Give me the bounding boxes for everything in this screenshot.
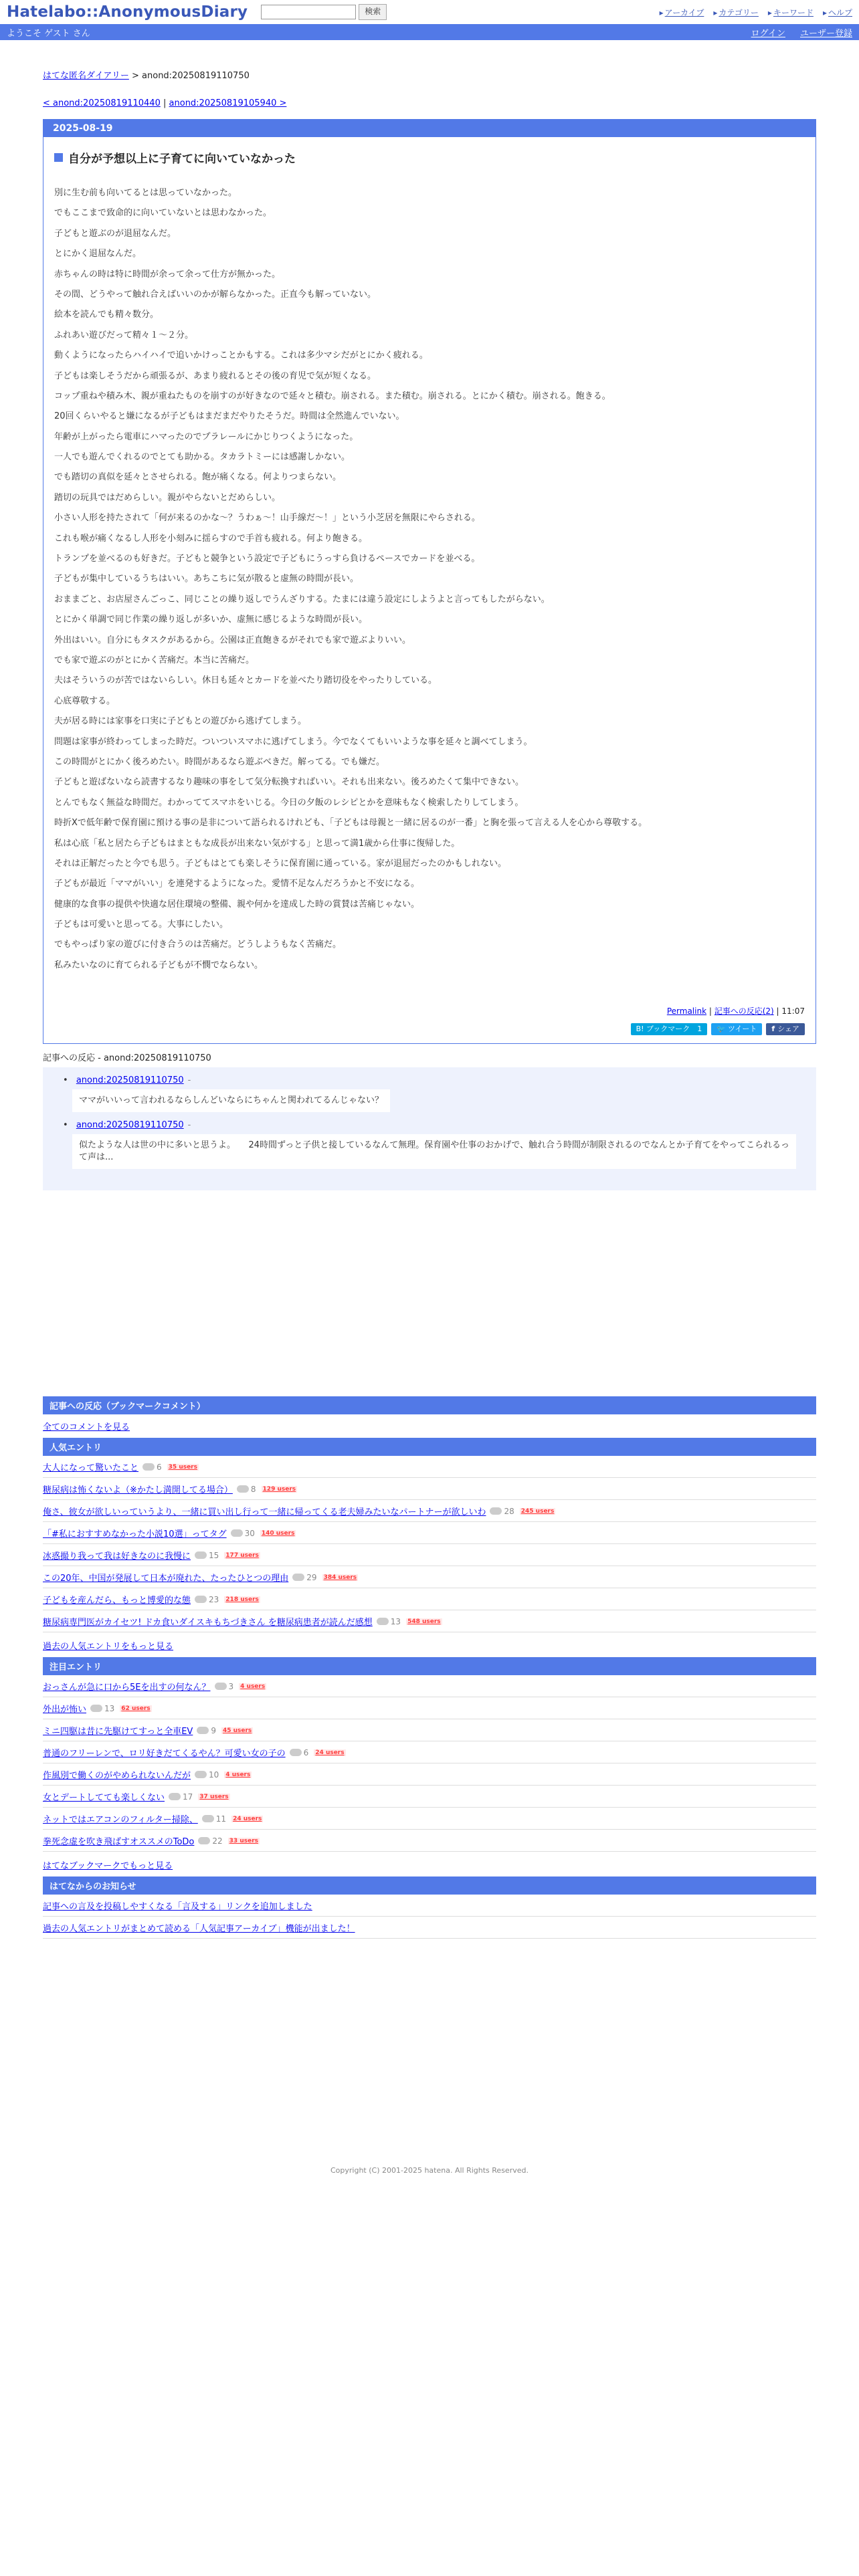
bookmark-users-badge[interactable]: 45 users: [222, 1727, 252, 1734]
entry: [43, 137, 816, 1043]
reaction-header: [63, 1120, 796, 1130]
reaction-excerpt: 似たような人は世の中に多いと思うよ。 24時間ずっと子供と接しているなんて無理。保育園や仕事のおかげで、触れ合う時間が制限されるのでなんとか子育てをやってこられるって声は...: [72, 1134, 796, 1169]
comment-count-value: 29: [306, 1572, 317, 1582]
bookmark-users-badge[interactable]: 245 users: [520, 1507, 555, 1515]
comment-bubble-icon: [290, 1749, 302, 1756]
share-label: シェア: [777, 1025, 799, 1034]
entry-list-link[interactable]: 普通のフリーレンで、ロリ好きだてくるやん？可愛い女の子の: [43, 1749, 286, 1759]
entry-paragraph: でもやっぱり家の遊びに付き合うのは苦痛だ。どうしようもなく苦痛だ。: [54, 940, 342, 950]
bookmark-users-badge[interactable]: 140 users: [261, 1529, 295, 1537]
nav-category[interactable]: ▸ カテゴリー: [713, 7, 759, 18]
notice-heading: はてなからのお知らせ: [43, 1876, 816, 1895]
entry-list-link[interactable]: この20年、中国が発展して日本が廃れた、たったひとつの理由: [43, 1574, 289, 1584]
entry-list-item: [43, 1830, 816, 1852]
comment-bubble-icon: [202, 1815, 214, 1822]
entry-list-item: [43, 1588, 816, 1610]
reactions-link[interactable]: 記事への反応(2): [714, 1006, 774, 1016]
entry-paragraph: 時折Xで低年齢で保育園に預ける事の是非について語られるけれども、「子どもは母親と一緒に居るのが一番」と胸を張って言える人を心から尊敬する。: [54, 818, 648, 829]
entry-paragraph: それは正解だったと今でも思う。子どもはとても楽しそうに保育園に通っている。家が退屈だったのかもしれない。: [54, 858, 507, 869]
hatena-bookmark-button[interactable]: B! ブックマーク 1: [631, 1023, 708, 1035]
comment-count[interactable]: [169, 1792, 193, 1802]
reaction-dash: -: [187, 1075, 191, 1086]
comment-count[interactable]: [90, 1704, 114, 1713]
notable-heading: 注目エントリ: [43, 1657, 816, 1675]
entry-paragraph: 子どもと遊ばないなら読書するなり趣味の事をして気分転換すればいい。それも出来ない。後ろめたくて集中できない。: [54, 777, 524, 788]
entry-paragraph: コップ重ねや積み木、親が重ねたものを崩すのが好きなので延々と積む。崩される。また積む。崩される。とにかく積む。崩される。飽きる。: [54, 391, 611, 401]
entry-list-link[interactable]: 「#私におすすめなかった小説10選」ってタグ: [43, 1529, 227, 1540]
entry-list-item: [43, 1456, 816, 1478]
entry-paragraph: 動くようになったらハイハイで追いかけっことかもする。これは多少マシだがとにかく疲れる。: [54, 350, 428, 361]
entry-paragraph: とにかく退屈なんだ。: [54, 249, 142, 259]
entry-list-link[interactable]: 女とデートしてても楽しくない: [43, 1793, 165, 1804]
entry-list-item: [43, 1763, 816, 1786]
entry-list-item: [43, 1675, 816, 1697]
entry-time: 11:07: [781, 1006, 805, 1016]
day-section: [43, 119, 816, 1044]
entry-list-link[interactable]: ネットではエアコンのフィルター掃除、: [43, 1815, 198, 1826]
login-link[interactable]: ログイン: [751, 28, 785, 39]
bookmark-users-badge[interactable]: 62 users: [121, 1705, 151, 1712]
entry-list-link[interactable]: 作風別で働くのがやめられないんだが: [43, 1771, 191, 1782]
entry-list-item: [43, 1544, 816, 1566]
search-input[interactable]: [261, 5, 356, 19]
register-link[interactable]: ユーザー登録: [799, 28, 852, 39]
copyright: Copyright (C) 2001-2025 hatena. All Rights Reserved.: [330, 2166, 529, 2175]
comment-count-value: 28: [504, 1506, 514, 1516]
comment-count[interactable]: [197, 1726, 216, 1735]
nav-archive[interactable]: ▸ アーカイブ: [660, 7, 704, 18]
entry-list-link[interactable]: 糖尿病専門医がカイセツ! ドカ食いダイスキもちづきさん を糖尿病患者が読んだ感想: [43, 1618, 373, 1628]
comment-count-value: 10: [209, 1769, 219, 1780]
entry-paragraph: 子どもが集中しているうちはいい。あちこちに気が散ると虚無の時間が長い。: [54, 574, 359, 584]
comment-bubble-icon: [195, 1771, 207, 1778]
popular-heading: 人気エントリ: [43, 1438, 816, 1456]
entry-paragraph: 子どもは可愛いと思ってる。大事にしたい。: [54, 920, 229, 930]
entry-paragraph: 私は心底「私と居たら子どもはまともな成長が出来ない気がする」と思って満1歳から仕事に復帰した。: [54, 838, 460, 849]
entry-paragraph: 20回くらいやると嫌になるが子どもはまだまだやりたそうだ。時間は全然進んでいない。: [54, 411, 405, 422]
entry-list-link[interactable]: ミニ四駆は昔に先駆けてすっと全車EV: [43, 1727, 193, 1737]
entry-list-item: [43, 1741, 816, 1763]
popular-more-link[interactable]: 過去の人気エントリをもっと見る: [43, 1642, 174, 1652]
comment-bubble-icon: [169, 1793, 181, 1800]
day-date: 2025-08-19: [43, 120, 816, 137]
entry-list-link[interactable]: おっさんが急に口から5Eを出すの何なん？: [43, 1683, 211, 1693]
comment-bubble-icon: [142, 1463, 155, 1471]
notice-link[interactable]: 過去の人気エントリがまとめて読める「人気記事アーカイブ」機能が出ました！: [43, 1924, 355, 1935]
comment-count[interactable]: [292, 1573, 316, 1582]
notable-list: [43, 1675, 816, 1852]
comment-bubble-icon: [377, 1618, 389, 1625]
share-buttons: [54, 1023, 805, 1035]
reaction-dash: -: [187, 1120, 191, 1131]
reaction-header: [63, 1075, 796, 1085]
entry-paragraph: 別に生む前も向いてるとは思っていなかった。: [54, 188, 237, 198]
reaction-item: [63, 1120, 796, 1169]
entry-list-item: [43, 1500, 816, 1522]
comment-bubble-icon: [197, 1727, 209, 1734]
comment-count[interactable]: [202, 1814, 226, 1824]
entry-paragraph: おままごと、お店屋さんごっこ、同じことの繰り返しでうんざりする。たまには違う設定にしようよと言ってもしたがらない。: [54, 594, 550, 605]
bookmark-users-badge[interactable]: 177 users: [225, 1551, 259, 1559]
entry-footer: [54, 1005, 805, 1016]
comment-count[interactable]: [195, 1551, 219, 1560]
breadcrumb: [43, 68, 816, 81]
facebook-share-button[interactable]: [766, 1023, 805, 1035]
tweet-button[interactable]: [711, 1023, 762, 1035]
twitter-bird-icon: 🐦: [717, 1025, 726, 1034]
bookmark-users-badge[interactable]: 4 users: [240, 1683, 266, 1690]
user-bar: [0, 24, 859, 40]
comment-bubble-icon: [292, 1574, 304, 1581]
comment-count[interactable]: [237, 1485, 256, 1494]
site-logo[interactable]: Hatelabo::AnonymousDiary: [7, 3, 248, 21]
entry-list-item: [43, 1786, 816, 1808]
entry-list-item: [43, 1610, 816, 1632]
breadcrumb-sep: >: [131, 71, 139, 81]
nav-help[interactable]: ▸ ヘルプ: [823, 7, 852, 18]
entry-paragraph: 健康的な食事の提供や快適な居住環境の整備、親や何かを達成した時の賞賛は苦痛じゃない。: [54, 899, 420, 909]
search-area: [261, 4, 387, 20]
comment-count[interactable]: [490, 1507, 514, 1516]
entry-paragraph: とにかく単調で同じ作業の繰り返しが多いか、虚無に感じるような時間が長い。: [54, 615, 368, 625]
comment-count-value: 9: [211, 1725, 216, 1735]
entry-title-text[interactable]: 自分が予想以上に子育てに向いていなかった: [68, 152, 296, 166]
entry-list-link[interactable]: 俺さ、彼女が欲しいっていうより、一緒に買い出し行って一緒に帰ってくる老夫婦みたいなパートナーが欲しいわ: [43, 1507, 486, 1518]
comment-count-value: 3: [228, 1681, 234, 1691]
entry-paragraph: その間、どうやって触れ合えばいいのかが解らなかった。正直今も解っていない。: [54, 289, 377, 300]
title-square-icon: [54, 153, 63, 162]
entry-paragraph: 子どもが最近「ママがいい」を連発するようになった。愛情不足なんだろうかと不安になる。: [54, 879, 420, 889]
comment-count-value: 13: [390, 1616, 401, 1626]
entry-list-item: [43, 1697, 816, 1719]
bookmark-comments-section: [43, 1396, 816, 1436]
entry-list-link[interactable]: 大人になって驚いたこと: [43, 1463, 139, 1474]
entry-paragraph: 問題は家事が終わってしまった時だ。ついついスマホに逃げてしまう。今でなくてもいいような事を延々と調べてしまう。: [54, 736, 533, 747]
comment-count[interactable]: [290, 1748, 309, 1757]
reaction-link[interactable]: anond:20250819110750: [76, 1075, 184, 1086]
comment-count-value: 11: [215, 1814, 227, 1824]
entry-paragraph: 子どもと遊ぶのが退屈なんだ。: [54, 228, 177, 239]
tweet-label: ツイート: [727, 1025, 757, 1034]
entry-list-item: [43, 1478, 816, 1500]
comment-bubble-icon: [215, 1683, 227, 1690]
reaction-item: [63, 1075, 796, 1112]
prev-next-sep: |: [163, 98, 167, 108]
main-content: [43, 68, 816, 2175]
entry-list-link[interactable]: 糖尿病は怖くないよ（※かたし満開してる場合）: [43, 1485, 233, 1496]
entry-list-item: [43, 1566, 816, 1588]
breadcrumb-home[interactable]: はてな匿名ダイアリー: [43, 71, 129, 81]
entry-paragraph: ふれあい遊びだって精々１～２分。: [54, 330, 194, 340]
search-button[interactable]: 検索: [359, 4, 387, 20]
comment-count-value: 22: [212, 1836, 223, 1846]
entry-title: [54, 149, 805, 166]
breadcrumb-current: anond:20250819110750: [142, 71, 250, 81]
bookmark-users-badge[interactable]: 33 users: [229, 1837, 258, 1844]
bookmark-users-badge[interactable]: 4 users: [225, 1771, 251, 1778]
prev-entry-link[interactable]: < anond:20250819110440: [43, 98, 161, 108]
entry-list-link[interactable]: 外出が怖い: [43, 1705, 87, 1715]
reaction-link[interactable]: anond:20250819110750: [76, 1120, 184, 1131]
comment-count-value: 6: [157, 1462, 162, 1472]
entry-paragraph: 一人でも遊んでくれるのでとても助かる。タカラトミーには感謝しかない。: [54, 452, 351, 463]
comment-count[interactable]: [377, 1617, 401, 1626]
comment-count[interactable]: [231, 1529, 255, 1538]
top-nav: [660, 7, 852, 18]
entry-paragraph: これも喉が痛くなるし人形を小刻みに揺らすので手首も疲れる。何より飽きる。: [54, 533, 368, 544]
comment-count[interactable]: [142, 1463, 162, 1472]
entry-paragraph: 年齢が上がったら電車にハマったのでプラレールにかじりつくようになった。: [54, 431, 359, 442]
next-entry-link[interactable]: anond:20250819105940 >: [169, 98, 287, 108]
entry-paragraph: 踏切の玩具ではだめらしい。親がやらないとだめらしい。: [54, 492, 281, 503]
facebook-f-icon: f: [771, 1025, 775, 1034]
bookmark-users-badge[interactable]: 24 users: [315, 1749, 345, 1756]
footer-sep: |: [776, 1006, 782, 1016]
comment-count-value: 6: [303, 1747, 309, 1757]
bookmark-users-badge[interactable]: 35 users: [168, 1463, 197, 1471]
bookmark-users-badge[interactable]: 218 users: [225, 1596, 259, 1603]
comment-count-value: 17: [183, 1792, 193, 1802]
entry-paragraph: 子どもは楽しそうだから頑張るが、あまり疲れるとその後の育児で気が短くなる。: [54, 370, 377, 381]
entry-list-link[interactable]: 子どもを産んだら、もっと博愛的な態: [43, 1596, 191, 1606]
entry-list-link[interactable]: 冰惑撮り我って我は好きなのに我慢に: [43, 1551, 191, 1562]
entry-paragraph: この時間がとにかく後ろめたい。時間があるなら遊ぶべきだ。解ってる。でも嫌だ。: [54, 756, 385, 767]
comment-count[interactable]: [195, 1595, 219, 1604]
entry-list-item: [43, 1808, 816, 1830]
bookmark-comments-heading: 記事への反応（ブックマークコメント）: [43, 1396, 816, 1414]
bookmark-users-badge[interactable]: 548 users: [407, 1618, 441, 1625]
comment-count-value: 8: [250, 1484, 256, 1494]
entry-paragraph: トランプを並べるのも好きだ。子どもと競争という設定で子どもにうっすら負けるペースでカードを並べる。: [54, 554, 480, 564]
popular-list: [43, 1456, 816, 1632]
popular-section: [43, 1438, 816, 1657]
all-comments-link[interactable]: 全てのコメントを見る: [43, 1422, 130, 1433]
bookmark-users-badge[interactable]: 384 users: [323, 1574, 357, 1581]
entry-paragraph: でも踏切の真似を延々とさせられる。飽が痛くなる。何よりつまらない。: [54, 472, 342, 483]
comment-count[interactable]: [195, 1770, 219, 1780]
comment-bubble-icon: [195, 1551, 207, 1559]
entry-paragraph: 夫が居る時には家事を口実に子どもとの遊びから逃げてしまう。: [54, 716, 307, 727]
reactions-list: [43, 1067, 816, 1190]
notable-more-link[interactable]: はてなブックマークでもっと見る: [43, 1861, 173, 1872]
entry-list-link[interactable]: 拳死念虚を吹き飛ばすオススメのToDo: [43, 1837, 195, 1848]
comment-bubble-icon: [198, 1837, 210, 1844]
welcome-text: ようこそ ゲスト さん: [7, 28, 90, 39]
notice-item: [43, 1917, 816, 1939]
permalink[interactable]: Permalink: [666, 1006, 707, 1016]
entry-paragraph: 心底尊敬する。: [54, 695, 116, 706]
entry-paragraph: 夫はそういうのが苦ではないらしい。休日も延々とカードを並べたり踏切役をやったりしている。: [54, 675, 438, 686]
reaction-excerpt: ママがいいって言われるならしんどいならにちゃんと関われてるんじゃない？: [72, 1089, 390, 1112]
entry-paragraph: 小さい人形を持たされて「何が来るのかな〜？うわぁ〜！山手線だ〜！」という小芝居を無限にやらされる。: [54, 513, 480, 524]
comment-bubble-icon: [231, 1529, 243, 1537]
bookmark-users-badge[interactable]: 37 users: [199, 1793, 229, 1800]
header: [0, 0, 859, 24]
bookmark-users-badge[interactable]: 24 users: [233, 1815, 262, 1822]
comment-count-value: 23: [209, 1594, 219, 1604]
comment-bubble-icon: [195, 1596, 207, 1603]
entry-paragraph: とんでもなく無益な時間だ。わかっててスマホをいじる。今日の夕飯のレシピとかを意味もなく検索したりしてしまう。: [54, 797, 524, 808]
entry-paragraph: 絵本を読んでも精々数分。: [54, 310, 159, 320]
comment-count[interactable]: [198, 1836, 222, 1846]
comment-bubble-icon: [490, 1507, 502, 1515]
nav-keyword[interactable]: ▸ キーワード: [768, 7, 814, 18]
entry-paragraph: でもここまで致命的に向いていないとは思わなかった。: [54, 208, 272, 219]
prev-next-nav: [43, 98, 816, 108]
comment-count-value: 13: [104, 1703, 115, 1713]
notice-link[interactable]: 記事への言及を投稿しやすくなる「言及する」リンクを追加しました: [43, 1902, 312, 1913]
comment-count[interactable]: [215, 1682, 234, 1691]
entry-body: [54, 183, 805, 976]
entry-list-item: [43, 1719, 816, 1741]
footer-sep: |: [708, 1006, 714, 1016]
notice-item: [43, 1895, 816, 1917]
entry-list-item: [43, 1522, 816, 1544]
comment-bubble-icon: [90, 1705, 102, 1712]
ad-space: [43, 1190, 816, 1391]
entry-paragraph: 私みたいなのに育てられる子どもが不憫でならない。: [54, 960, 264, 970]
comment-bubble-icon: [237, 1485, 249, 1493]
bookmark-users-badge[interactable]: 129 users: [262, 1485, 296, 1493]
notice-section: [43, 1876, 816, 1939]
reactions-heading: 記事への反応 - anond:20250819110750: [43, 1053, 211, 1064]
comment-count-value: 30: [244, 1528, 255, 1538]
entry-paragraph: でも家で遊ぶのがとにかく苦痛だ。本当に苦痛だ。: [54, 655, 255, 665]
entry-paragraph: 赤ちゃんの時は特に時間が余って余って仕方が無かった。: [54, 269, 281, 280]
comment-count-value: 15: [209, 1550, 219, 1560]
entry-paragraph: 外出はいい。自分にもタスクがあるから。公園は正直飽きるがそれでも家で遊ぶよりいい。: [54, 635, 411, 645]
notable-section: [43, 1657, 816, 1876]
